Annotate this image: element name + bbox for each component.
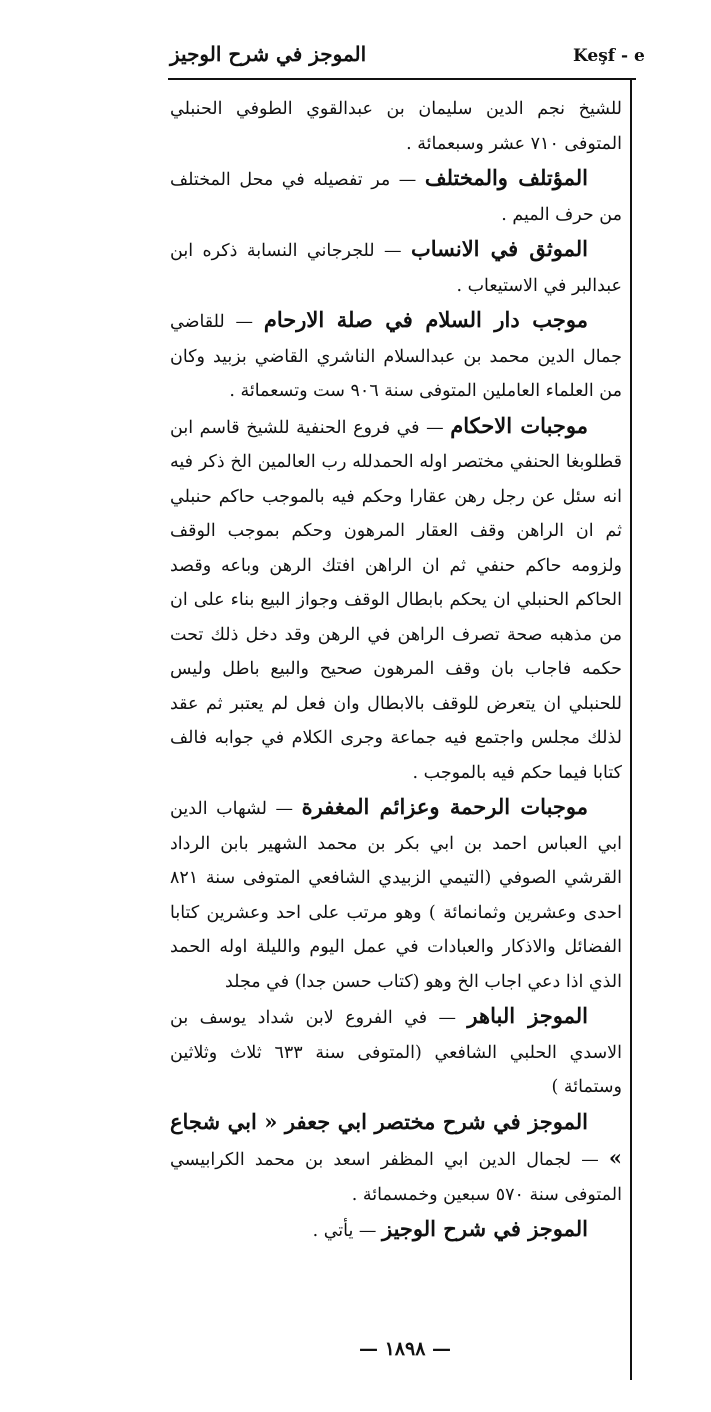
- header-rule: [168, 78, 636, 80]
- margin-rule: [630, 80, 632, 1380]
- entry: [170, 161, 622, 232]
- entry-text: — للجرجاني النسابة ذكره ابن عبدالبر في الاستيعاب .: [170, 241, 622, 296]
- entry-text: — في الفروع لابن شداد يوسف بن الاسدي الحلبي الشافعي (المتوفى سنة ٦٣٣ ثلاث وثلاثين وستمائة ): [170, 1008, 623, 1097]
- running-header-arabic: الموجز في شرح الوجيز: [170, 42, 367, 66]
- entry-title: الموجز الباهر: [467, 1003, 588, 1028]
- entry-title: موجبات الرحمة وعزائم المغفرة: [301, 794, 588, 819]
- entry-title: موجبات الاحكام: [450, 412, 588, 438]
- entry: [170, 999, 622, 1105]
- entry-title: الموثق في الانساب: [410, 236, 588, 261]
- entry: [170, 232, 622, 303]
- entry-text: — لشهاب الدين ابي العباس احمد بن ابي بكر بن محمد الشهير بابن الرداد القرشي الصوفي (التيمي الزبيدي الشافعي المتوفى سنة ٨٢١ احدى وعشرين وثمانمائة ) وهو مرتب على احد وعشرين كتابا الفضائل والاذكار والعبادات في عمل اليوم والليلة اوله الحمد الذي اذا دعي اجاب الخ وهو (كتاب حسن جدا) في مجلد: [170, 799, 622, 992]
- entry: [170, 303, 622, 409]
- entry-text: — للقاضي جمال الدين محمد بن عبدالسلام الناشري القاضي بزبيد وكان من العلماء العاملين المتوفى سنة ٩٠٦ ست وتسعمائة .: [170, 312, 622, 401]
- entry-text: — يأتي .: [312, 1221, 377, 1241]
- entry: [170, 1212, 622, 1249]
- page-number: — ١٨٩٨ —: [358, 1338, 452, 1360]
- entry-title: موجب دار السلام في صلة الارحام: [263, 307, 588, 332]
- entry-text: — مر تفصيله في محل المختلف من حرف الميم .: [170, 170, 622, 225]
- entry-title: المؤتلف والمختلف: [424, 165, 588, 190]
- entry-title: الموجز في شرح مختصر ابي جعفر « ابي شجاع »: [170, 1108, 622, 1170]
- entry-title: الموجز في شرح الوجيز: [382, 1216, 588, 1241]
- running-header-latin: Keşf - e: [573, 46, 645, 66]
- body-text: [170, 92, 622, 1249]
- entry: [170, 1105, 622, 1213]
- entry-text: — في فروع الحنفية للشيخ قاسم ابن قطلوبغا الحنفي مختصر اوله الحمدلله رب العالمين الخ ذكر فيه انه سئل عن رجل رهن عقارا وحكم فيه بالموجب حاكم حنبلي ثم ان الراهن وقف العقار المرهون وحكم بموجب الوقف ولزومه حاكم حنفي ثم ان الراهن افتك الرهن وباعه وقصد الحاكم الحنبلي ان يحكم بابطال الوقف وجواز البيع بناء على ان من مذهبه صحة تصرف الراهن في الرهن وقد دخل ذلك تحت حكمه فاجاب بان وقف المرهون صحيح والبيع باطل وليس للحنبلي ان يتعرض للوقف بالابطال وان فعل لم يعتبر ثم عقد لذلك مجلس واجتمع فيه جماعة وجرى الكلام في جوابه فالف كتابا فيما حكم فيه بالموجب .: [170, 417, 622, 783]
- entry: [170, 409, 622, 791]
- entry: [170, 790, 622, 999]
- entry-text: — لجمال الدين ابي المظفر اسعد بن محمد الكرابيسي المتوفى سنة ٥٧٠ سبعين وخمسمائة .: [170, 1150, 622, 1205]
- continued-entry-text: للشيخ نجم الدين سليمان بن عبدالقوي الطوفي الحنبلي المتوفى ٧١٠ عشر وسبعمائة .: [170, 99, 622, 154]
